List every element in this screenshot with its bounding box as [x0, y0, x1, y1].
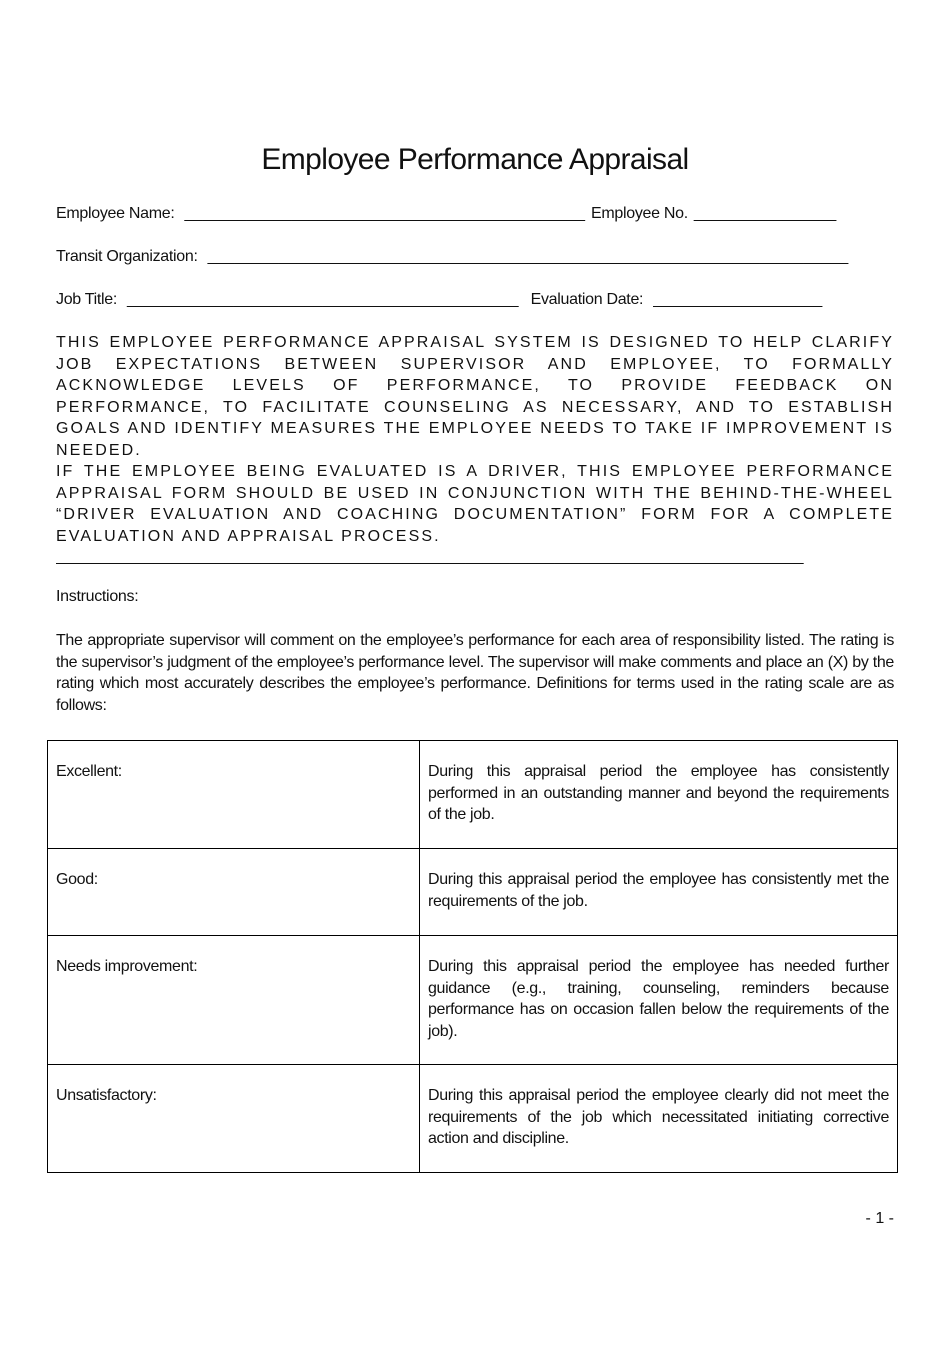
table-row	[48, 741, 898, 849]
employee-no-field[interactable]: ________________	[693, 205, 837, 222]
table-row	[48, 1065, 898, 1173]
instructions-text: The appropriate supervisor will comment on the employee’s performance for each area of responsibility listed. The rating is the supervisor’s judgment of the employee’s performance level. The supervisor will make comments and place an (X) by the rating which most accurately describes the employee’s performance. Definitions for terms used in the rating scale are as follows:	[56, 632, 894, 714]
page-number: - 1 -	[865, 1210, 894, 1227]
transit-org-field[interactable]: ________________________________________________________________________	[207, 248, 849, 265]
employee-name-row	[56, 204, 894, 224]
rating-term: Unsatisfactory:	[48, 1065, 420, 1173]
driver-notice: IF THE EMPLOYEE BEING EVALUATED IS A DRIVER, THIS EMPLOYEE PERFORMANCE APPRAISAL FORM SHOULD BE USED IN CONJUNCTION WITH THE BEHIND-THE-WHEEL “DRIVER EVALUATION AND COACHING DOCUMENTATION” FORM FOR A COMPLETE EVALUATION AND APPRAISAL PROCESS.	[56, 463, 894, 545]
rating-term: Excellent:	[48, 741, 420, 849]
rating-definition: During this appraisal period the employee clearly did not meet the requirements of the job which necessitated initiating corrective action and discipline.	[420, 1065, 898, 1173]
rating-definition: During this appraisal period the employee has consistently performed in an outstanding manner and beyond the requirements of the job.	[420, 741, 898, 849]
table-row	[48, 849, 898, 936]
rating-definitions-table	[47, 740, 898, 1173]
job-title-field[interactable]: ____________________________________________	[127, 291, 519, 308]
rating-term: Needs improvement:	[48, 936, 420, 1065]
eval-date-field[interactable]: ___________________	[653, 291, 823, 308]
transit-org-row	[56, 247, 894, 267]
rating-definition: During this appraisal period the employee has needed further guidance (e.g., training, counseling, reminders because performance has on occasion fallen below the requirements of the job).	[420, 936, 898, 1065]
employee-name-label: Employee Name:	[56, 205, 175, 222]
separator-line: ____________________________________________________________________________________	[56, 548, 804, 565]
employee-name-field[interactable]: _____________________________________________	[184, 205, 585, 222]
purpose-notice: THIS EMPLOYEE PERFORMANCE APPRAISAL SYSTEM IS DESIGNED TO HELP CLARIFY JOB EXPECTATIONS BETWEEN SUPERVISOR AND EMPLOYEE, TO FORMALLY ACKNOWLEDGE LEVELS OF PERFORMANCE, TO PROVIDE FEEDBACK ON PERFORMANCE, TO FACILITATE COUNSELING AS NECESSARY, AND TO ESTABLISH GOALS AND IDENTIFY MEASURES THE EMPLOYEE NEEDS TO TAKE IF IMPROVEMENT IS NEEDED.	[56, 334, 894, 459]
job-title-label: Job Title:	[56, 291, 118, 308]
employee-no-label: Employee No.	[590, 205, 688, 222]
rating-definition: During this appraisal period the employee has consistently met the requirements of the job.	[420, 849, 898, 936]
job-title-row	[56, 290, 894, 310]
eval-date-label: Evaluation Date:	[530, 291, 644, 308]
rating-term: Good:	[48, 849, 420, 936]
table-row	[48, 936, 898, 1065]
transit-org-label: Transit Organization:	[56, 248, 198, 265]
instructions-heading: Instructions:	[56, 588, 139, 605]
page-title: Employee Performance Appraisal	[261, 143, 689, 176]
